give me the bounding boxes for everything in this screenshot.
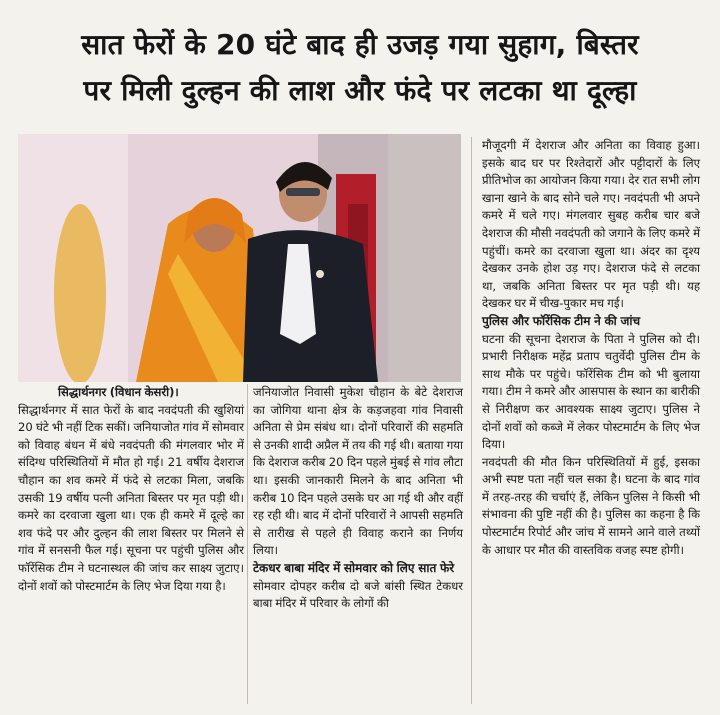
article-column-1 — [18, 384, 244, 595]
subheading-police: पुलिस और फॉरेंसिक टीम ने की जांच — [482, 313, 641, 328]
column-rule-2 — [471, 137, 472, 704]
article-column-2 — [253, 384, 463, 613]
couple-photo-illustration — [18, 134, 461, 382]
article-column-3 — [482, 137, 700, 559]
column-3-paragraph-2: घटना की सूचना देशराज के पिता ने पुलिस को दी। प्रभारी निरीक्षक महेंद्र प्रताप चतुर्वेदी पुलिस टीम के साथ मौके पर पहुंचे। फॉरेंसिक टीम को भी बुलाया गया। टीम ने कमरे और आसपास के स्थान का बारीकी से निरीक्षण कर आवश्यक साक्ष्य जुटाए। पुलिस ने दोनों शवों को कब्जे में लेकर पोस्टमार्टम के लिए भेज दिया। — [482, 331, 700, 452]
column-3-paragraph-3: नवदंपती की मौत किन परिस्थितियों में हुई, इसका अभी स्पष्ट पता नहीं चल सका है। घटना के बाद गांव में तरह-तरह की चर्चाएं हैं, लेकिन पुलिस ने किसी भी संभावना की पुष्टि नहीं की है। पुलिस का कहना है कि पोस्टमार्टम रिपोर्ट और जांच में सामने आने वाले तथ्यों के आधार पर मौत की वास्तविक वजह स्पष्ट होगी। — [482, 454, 700, 557]
subheading-wedding: टेकधर बाबा मंदिर में सोमवार को लिए सात फेरे — [253, 560, 455, 575]
column-rule-1 — [247, 384, 248, 704]
column-3-paragraph-1: मौजूदगी में देशराज और अनिता का विवाह हुआ। इसके बाद घर पर रिश्तेदारों और पट्टीदारों के लिए प्रीतिभोज का आयोजन किया गया। देर रात सभी लोग खाना खाने के बाद सोने चले गए। नवदंपती भी अपने कमरे में चले गए। मंगलवार सुबह करीब चार बजे देशराज की मौसी नवदंपती को जगाने के लिए कमरे में पहुंचीं। कमरे का दरवाजा खुला था। अंदर का दृश्य देखकर उनके होश उड़ गए। देशराज फंदे से लटका था, जबकि अनिता बिस्तर पर मृत पड़ी थी। यह देखकर घर में चीख-पुकार मच गई। — [482, 138, 700, 311]
headline-line-1: सात फेरों के 20 घंटे बाद ही उजड़ गया सुहाग, बिस्तर — [81, 28, 639, 61]
dateline: सिद्धार्थनगर (विधान केसरी)। — [58, 385, 179, 399]
column-2-paragraph-2: सोमवार दोपहर करीब दो बजे बांसी स्थित टेकधर बाबा मंदिर में परिवार के लोगों की — [253, 578, 463, 611]
headline-line-2: पर मिली दुल्हन की लाश और फंदे पर लटका था दूल्हा — [83, 74, 637, 107]
news-photo — [18, 134, 461, 382]
column-2-paragraph-1: जनियाजोत निवासी मुकेश चौहान के बेटे देशराज का जोगिया थाना क्षेत्र के कड़जहवा गांव निवासी अनिता से प्रेम संबंध था। दोनों परिवारों की सहमति से उनकी शादी अप्रैल में तय की गई थी। बताया गया कि देशराज करीब 20 दिन पहले मुंबई से गांव लौटा था। इसकी जानकारी मिलने के बाद अनिता भी करीब 10 दिन पहले उसके घर आ गई थी और वहीं रह रही थी। बाद में दोनों परिवारों ने आपसी सहमति से तारीख से पहले ही विवाह कराने का निर्णय लिया। — [253, 385, 463, 558]
column-1-text: सिद्धार्थनगर में सात फेरों के बाद नवदंपती की खुशियां 20 घंटे भी नहीं टिक सकीं। जनियाजोत गांव में सोमवार को विवाह बंधन में बंधे नवदंपती की मंगलवार भोर में संदिग्ध परिस्थितियों में मौत हो गई। 21 वर्षीय देशराज चौहान का शव कमरे में फंदे से लटका मिला, जबकि उसकी 19 वर्षीय पत्नी अनिता बिस्तर पर मृत पड़ी थी। कमरे का दरवाजा खुला था। एक ही कमरे में दूल्हे का शव फंदे पर और दुल्हन की लाश बिस्तर पर मिलने से गांव में सनसनी फैल गई। सूचना पर पहुंची पुलिस और फॉरेंसिक टीम ने घटनास्थल की जांच कर साक्ष्य जुटाए। दोनों शवों को पोस्टमार्टम के लिए भेज दिया गया है। — [18, 402, 244, 593]
headline — [10, 22, 710, 114]
